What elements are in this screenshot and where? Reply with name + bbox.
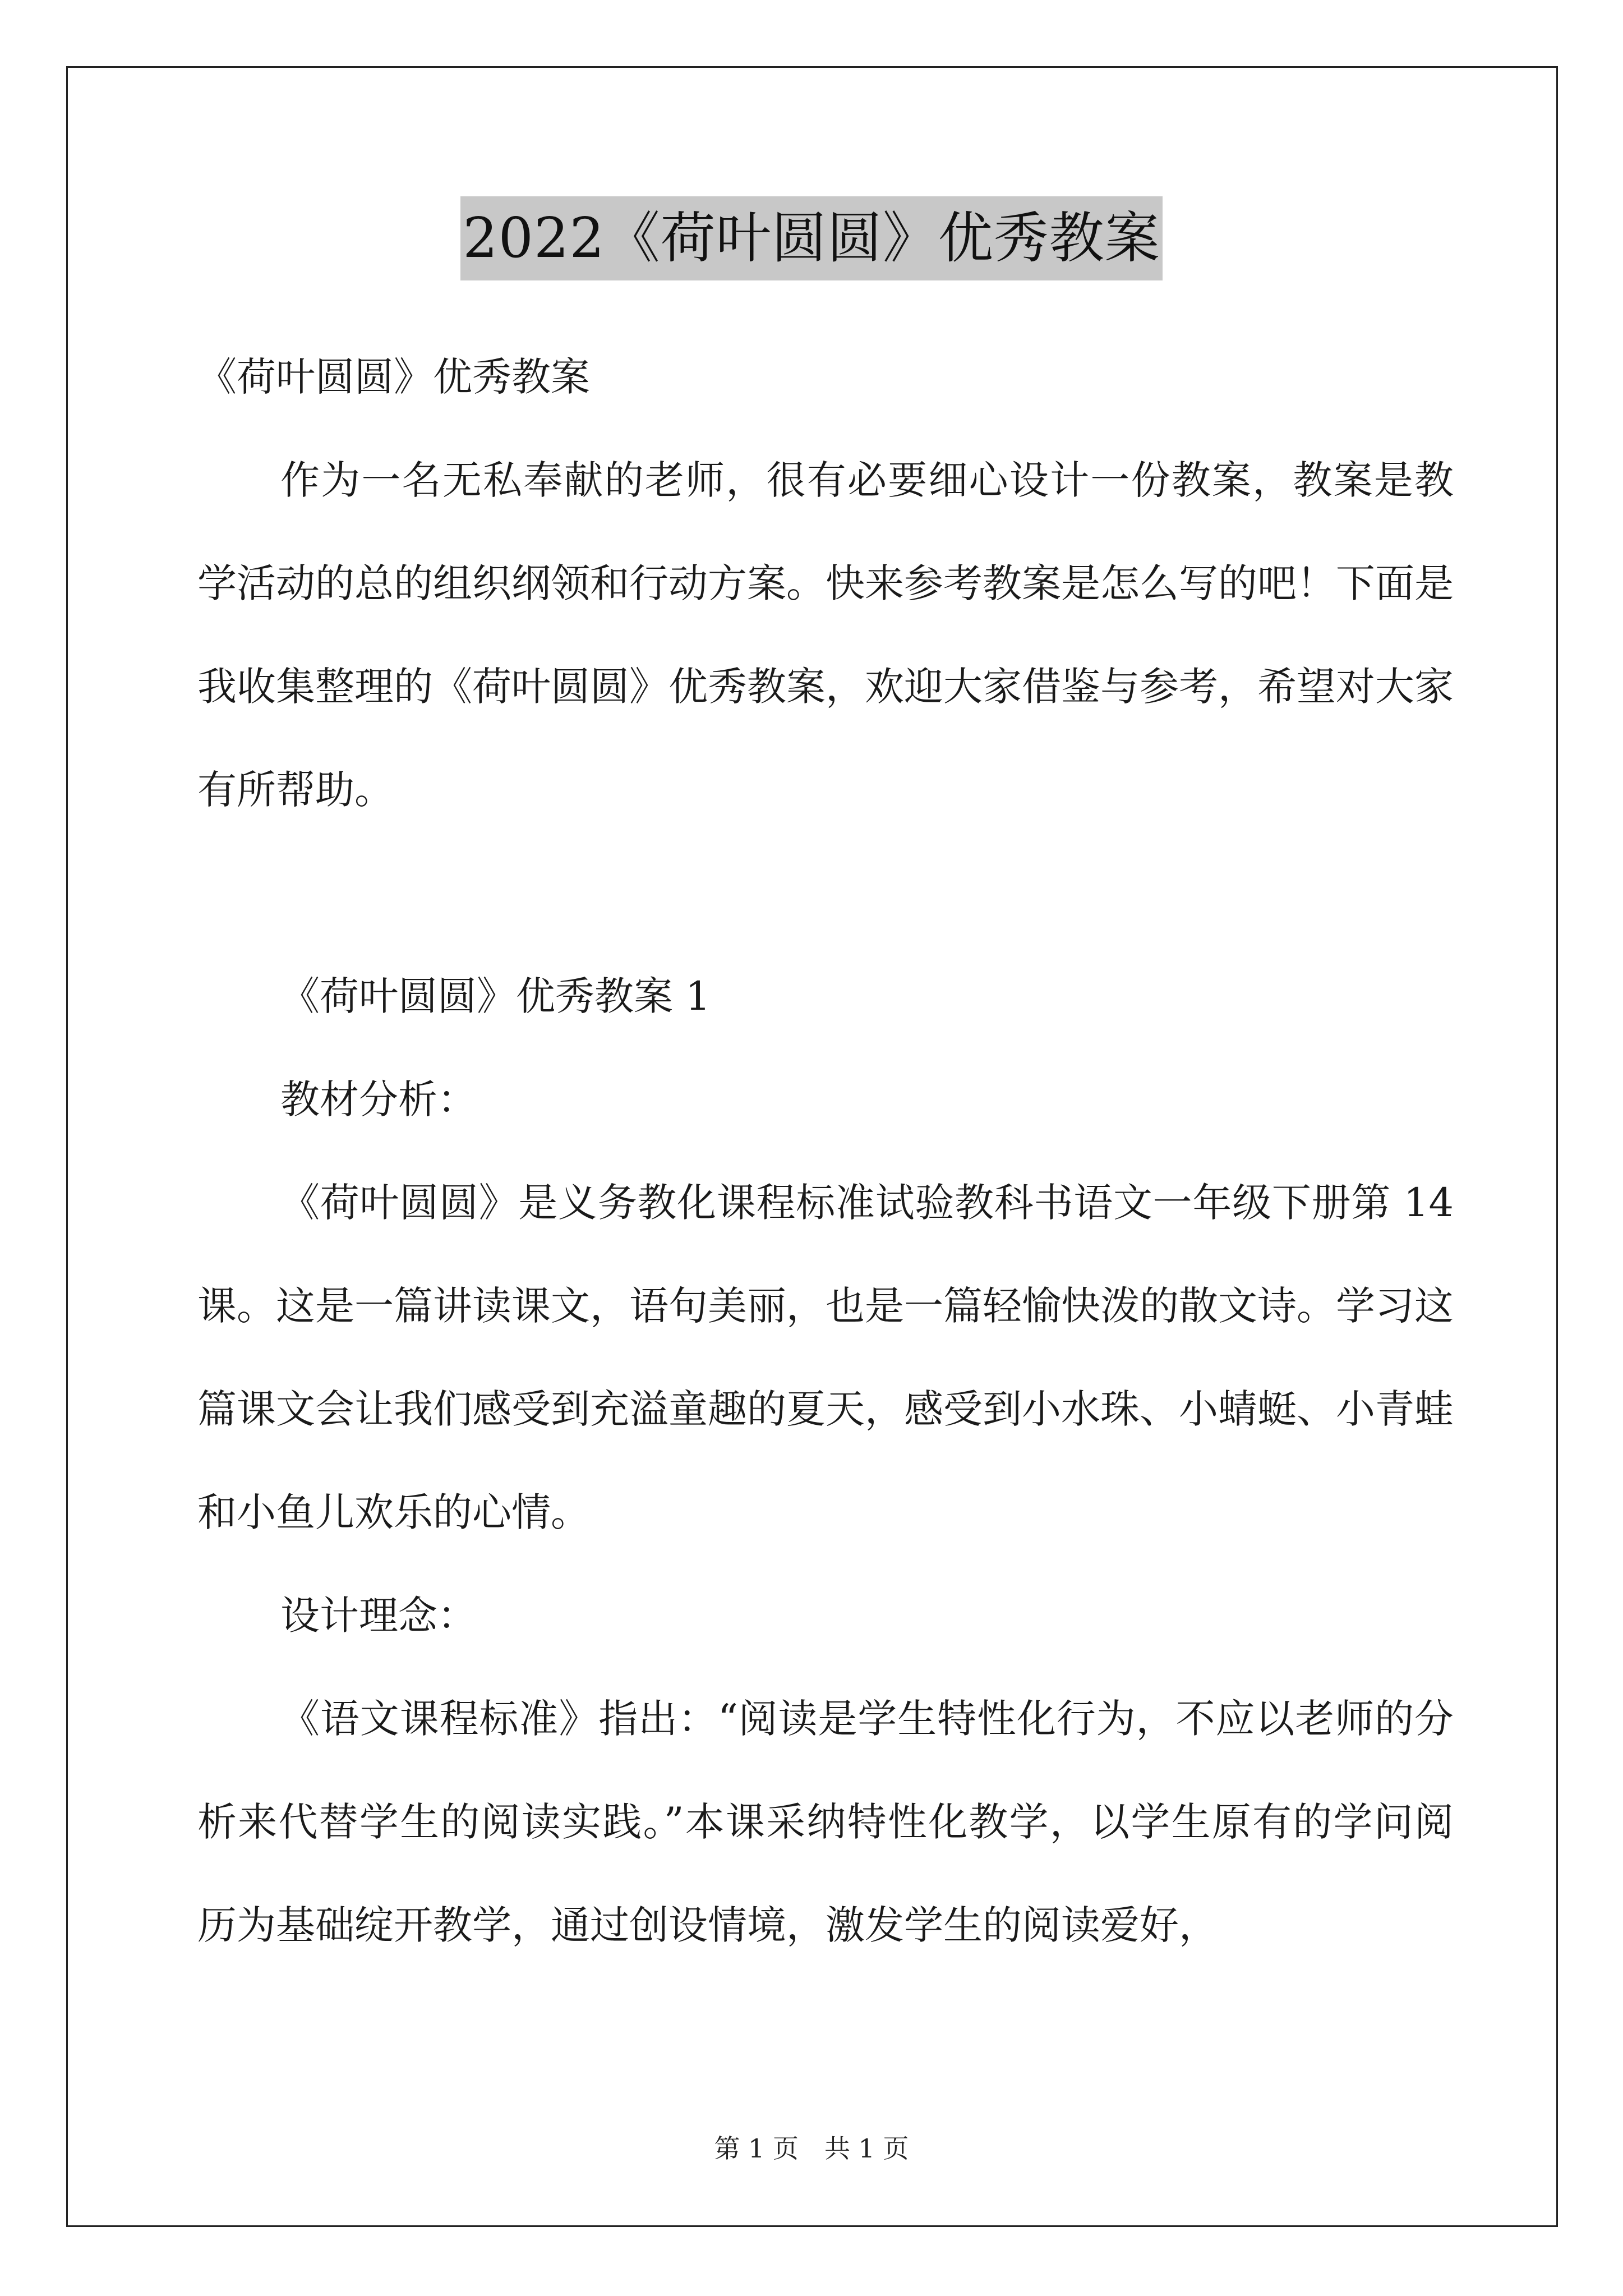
- spacer: [197, 841, 1454, 945]
- design-heading: 设计理念：: [280, 1593, 477, 1639]
- page-footer: 第 1 页 共 1 页: [714, 2133, 909, 2164]
- material-paragraph: 《荷叶圆圆》是义务教化课程标准试验教科书语文一年级下册第 14 课。这是一篇讲读课文，语句美丽，也是一篇轻愉快泼的散文诗。学习这篇课文会让我们感受到充溢童趣的夏天，感受到小水珠、小蜻蜓、小青蛙和小鱼儿欢乐的心情。: [197, 1180, 1454, 1535]
- design-paragraph: 《语文课程标准》指出：“阅读是学生特性化行为，不应以老师的分析来代替学生的阅读实践。”本课采纳特性化教学，以学生原有的学问阅历为基础绽开教学，通过创设情境，激发学生的阅读爱好，: [197, 1696, 1454, 1948]
- document-body: [197, 325, 1454, 1977]
- document-title: 2022《荷叶圆圆》优秀教案: [460, 196, 1162, 280]
- section-heading: 《荷叶圆圆》优秀教案 1: [280, 973, 711, 1019]
- intro-paragraph: 作为一名无私奉献的老师，很有必要细心设计一份教案，教案是教学活动的总的组织纲领和行动方案。快来参考教案是怎么写的吧！下面是我收集整理的《荷叶圆圆》优秀教案，欢迎大家借鉴与参考，希望对大家有所帮助。: [197, 457, 1454, 813]
- subtitle: 《荷叶圆圆》优秀教案: [197, 354, 590, 400]
- material-heading: 教材分析：: [280, 1076, 477, 1122]
- title-container: [0, 196, 1623, 280]
